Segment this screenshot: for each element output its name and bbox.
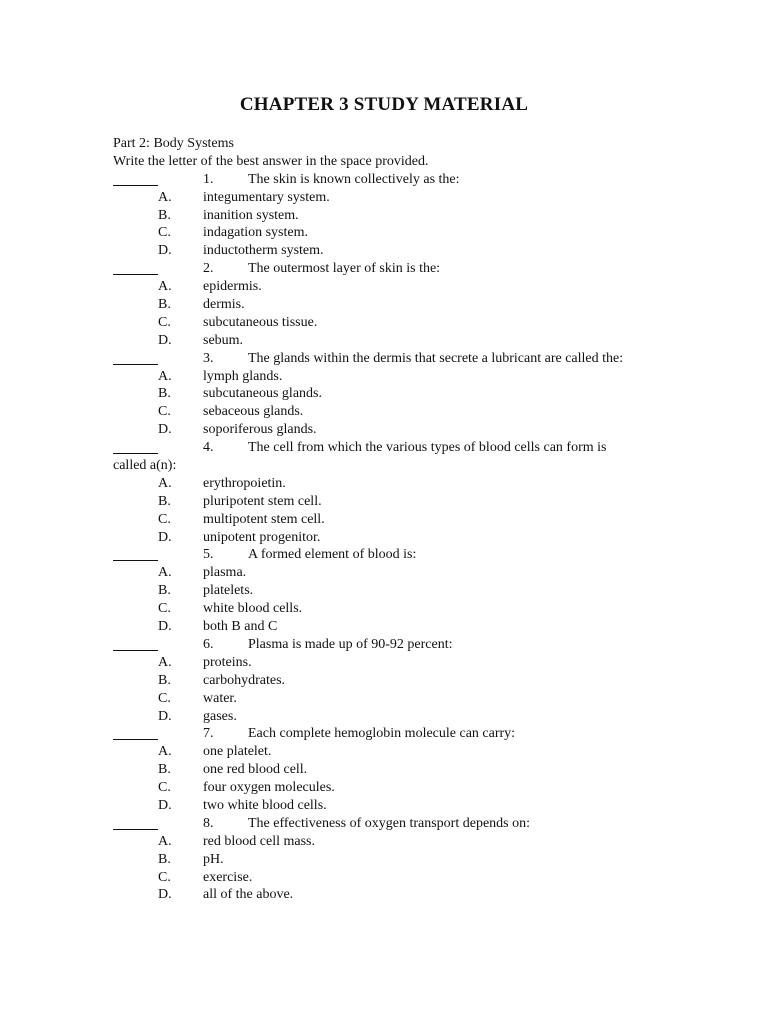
questions-container — [113, 171, 673, 905]
option-text: indagation system. — [203, 225, 308, 241]
question-number: 2. — [203, 261, 214, 277]
option-text: proteins. — [203, 654, 252, 670]
option-text: white blood cells. — [203, 601, 303, 617]
option-letter: C. — [158, 404, 171, 420]
answer-option — [113, 779, 673, 797]
page-title: CHAPTER 3 STUDY MATERIAL — [239, 94, 529, 115]
option-letter: C. — [158, 511, 171, 527]
option-text: sebum. — [203, 332, 244, 348]
option-text: inanition system. — [203, 207, 299, 223]
option-text: both B and C — [203, 619, 278, 635]
option-letter: C. — [158, 780, 171, 796]
answer-option — [113, 618, 673, 636]
answer-option — [113, 743, 673, 761]
option-letter: C. — [158, 314, 171, 330]
option-text: epidermis. — [203, 279, 262, 295]
answer-option — [113, 278, 673, 296]
answer-option — [113, 564, 673, 582]
option-letter: A. — [158, 565, 172, 581]
option-text: sebaceous glands. — [203, 404, 304, 420]
option-text: unipotent progenitor. — [203, 529, 321, 545]
answer-option — [113, 654, 673, 672]
answer-blank[interactable] — [113, 439, 158, 454]
answer-option — [113, 672, 673, 690]
answer-option — [113, 296, 673, 314]
answer-option — [113, 529, 673, 547]
question-text: The effectiveness of oxygen transport depends on: — [248, 815, 530, 831]
question-number: 8. — [203, 815, 214, 831]
answer-blank[interactable] — [113, 636, 158, 651]
option-text: soporiferous glands. — [203, 422, 317, 438]
option-text: four oxygen molecules. — [203, 780, 335, 796]
option-letter: C. — [158, 690, 171, 706]
question-number: 5. — [203, 547, 214, 563]
option-text: inductotherm system. — [203, 243, 324, 259]
answer-option — [113, 242, 673, 260]
option-letter: B. — [158, 493, 171, 509]
answer-option — [113, 690, 673, 708]
answer-option — [113, 403, 673, 421]
question-number: 6. — [203, 636, 214, 652]
question-text: The cell from which the various types of blood cells can form is — [248, 440, 607, 456]
instructions: Write the letter of the best answer in the space provided. — [113, 153, 429, 169]
part-heading: Part 2: Body Systems — [113, 136, 234, 151]
option-letter: C. — [158, 869, 171, 885]
option-text: carbohydrates. — [203, 672, 286, 688]
answer-blank[interactable] — [113, 725, 158, 740]
answer-blank[interactable] — [113, 815, 158, 830]
answer-option — [113, 886, 673, 904]
question-2 — [113, 260, 673, 278]
option-letter: A. — [158, 744, 172, 760]
option-letter: D. — [158, 887, 172, 903]
option-text: multipotent stem cell. — [203, 511, 325, 527]
option-letter: D. — [158, 708, 172, 724]
answer-option — [113, 224, 673, 242]
answer-option — [113, 475, 673, 493]
option-letter: B. — [158, 297, 171, 313]
question-list — [113, 135, 673, 904]
answer-option — [113, 207, 673, 225]
answer-blank[interactable] — [113, 171, 158, 186]
answer-option — [113, 493, 673, 511]
option-text: lymph glands. — [203, 368, 283, 384]
answer-option — [113, 421, 673, 439]
option-letter: B. — [158, 207, 171, 223]
question-text-continuation: called a(n): — [113, 458, 177, 474]
question-number: 3. — [203, 350, 214, 366]
option-letter: B. — [158, 762, 171, 778]
answer-option — [113, 833, 673, 851]
option-letter: A. — [158, 654, 172, 670]
answer-option — [113, 708, 673, 726]
option-text: plasma. — [203, 565, 247, 581]
option-letter: B. — [158, 851, 171, 867]
option-text: gases. — [203, 708, 237, 724]
question-4 — [113, 439, 673, 457]
option-letter: A. — [158, 279, 172, 295]
question-5 — [113, 546, 673, 564]
answer-blank[interactable] — [113, 260, 158, 275]
answer-option — [113, 332, 673, 350]
option-text: exercise. — [203, 869, 253, 885]
option-text: subcutaneous glands. — [203, 386, 322, 402]
question-text: The outermost layer of skin is the: — [248, 261, 441, 277]
option-text: dermis. — [203, 297, 245, 313]
option-letter: A. — [158, 833, 172, 849]
option-letter: B. — [158, 672, 171, 688]
option-letter: D. — [158, 422, 172, 438]
answer-option — [113, 511, 673, 529]
option-letter: A. — [158, 475, 172, 491]
option-letter: D. — [158, 797, 172, 813]
question-text: Plasma is made up of 90-92 percent: — [248, 636, 453, 652]
option-letter: C. — [158, 601, 171, 617]
option-text: integumentary system. — [203, 189, 330, 205]
answer-option — [113, 189, 673, 207]
answer-option — [113, 797, 673, 815]
option-text: red blood cell mass. — [203, 833, 315, 849]
question-6 — [113, 636, 673, 654]
question-text: The glands within the dermis that secrete a lubricant are called the: — [248, 350, 624, 366]
answer-option — [113, 582, 673, 600]
question-text: The skin is known collectively as the: — [248, 171, 460, 187]
question-text: Each complete hemoglobin molecule can carry: — [248, 726, 516, 742]
question-number: 7. — [203, 726, 214, 742]
option-text: two white blood cells. — [203, 797, 327, 813]
answer-option — [113, 368, 673, 386]
option-letter: B. — [158, 386, 171, 402]
question-7 — [113, 725, 673, 743]
answer-option — [113, 314, 673, 332]
answer-option — [113, 385, 673, 403]
option-letter: D. — [158, 529, 172, 545]
option-text: subcutaneous tissue. — [203, 314, 318, 330]
question-text: A formed element of blood is: — [248, 547, 417, 563]
option-text: all of the above. — [203, 887, 294, 903]
option-letter: A. — [158, 189, 172, 205]
option-letter: B. — [158, 583, 171, 599]
answer-option — [113, 869, 673, 887]
option-text: erythropoietin. — [203, 475, 286, 491]
option-text: pluripotent stem cell. — [203, 493, 322, 509]
answer-blank[interactable] — [113, 350, 158, 365]
answer-blank[interactable] — [113, 546, 158, 561]
question-number: 4. — [203, 440, 214, 456]
option-text: one red blood cell. — [203, 762, 308, 778]
answer-option — [113, 761, 673, 779]
answer-option — [113, 851, 673, 869]
option-letter: C. — [158, 225, 171, 241]
question-8 — [113, 815, 673, 833]
question-1 — [113, 171, 673, 189]
question-number: 1. — [203, 171, 214, 187]
option-letter: D. — [158, 243, 172, 259]
option-letter: A. — [158, 368, 172, 384]
option-letter: D. — [158, 332, 172, 348]
option-text: platelets. — [203, 583, 254, 599]
option-text: pH. — [203, 851, 224, 867]
option-letter: D. — [158, 619, 172, 635]
option-text: one platelet. — [203, 744, 272, 760]
question-3 — [113, 350, 673, 368]
answer-option — [113, 600, 673, 618]
option-text: water. — [203, 690, 237, 706]
